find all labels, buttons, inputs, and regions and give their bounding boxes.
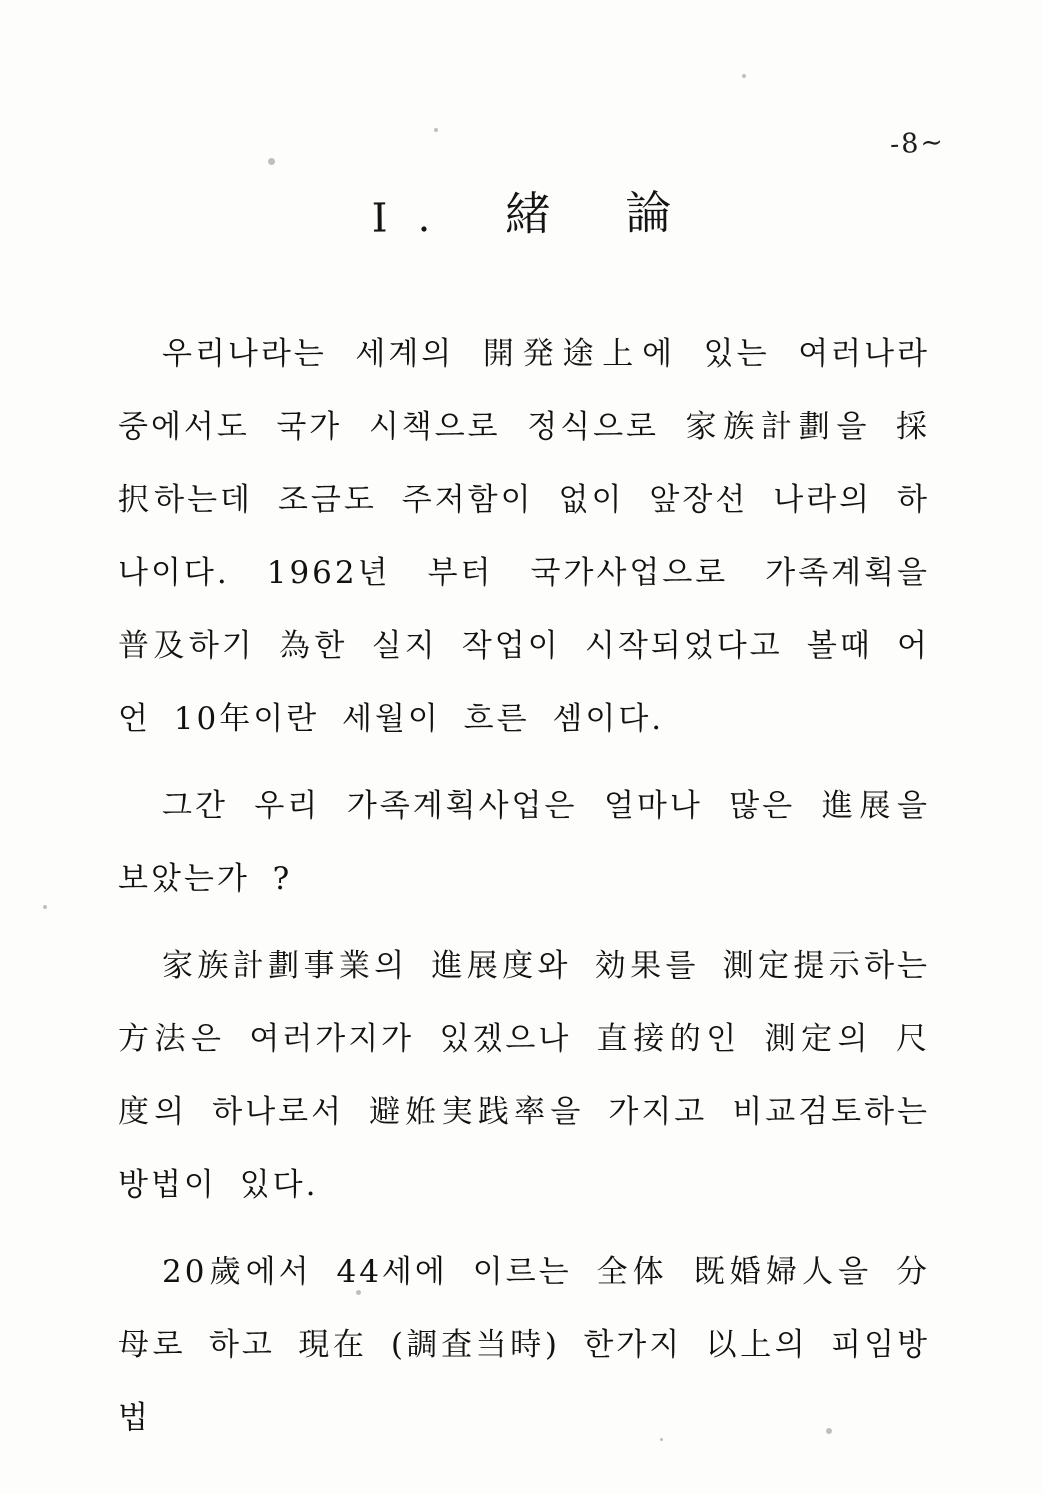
paragraph: 20歲에서 44세에 이르는 全体 既婚婦人을 分母로 하고 現在 (調査当時) 한가지 以上의 피임방법 (118, 1254, 930, 1436)
document-body (118, 318, 930, 1469)
scan-speckle (43, 905, 47, 909)
section-numeral: I. (371, 194, 461, 242)
paragraph: 家族計劃事業의 進展度와 効果를 測定提示하는 方法은 여러가지가 있겠으나 直接的인 測定의 尺度의 하나로서 避姙実践率을 가지고 비교검토하는 방법이 있다. (118, 948, 930, 1203)
scan-speckle (742, 74, 746, 78)
paragraph: 그간 우리 가족계획사업은 얼마나 많은 進展을 보았는가 ? (118, 788, 930, 897)
page-title (0, 173, 1043, 250)
scan-speckle (268, 158, 275, 165)
paragraph: 우리나라는 세계의 開発途上에 있는 여러나라 중에서도 국가 시책으로 정식으로 家族計劃을 採択하는데 조금도 주저함이 없이 앞장선 나라의 하나이다. 1962년 부터 국가사업으로 가족계획을 普及하기 為한 실지 작업이 시작되었다고 볼때 어언 10年이란 세월이 흐른 셈이다. (118, 336, 930, 737)
page-number: -8~ (889, 126, 946, 161)
scan-speckle (434, 128, 438, 132)
section-heading: 緒 論 (504, 185, 702, 242)
